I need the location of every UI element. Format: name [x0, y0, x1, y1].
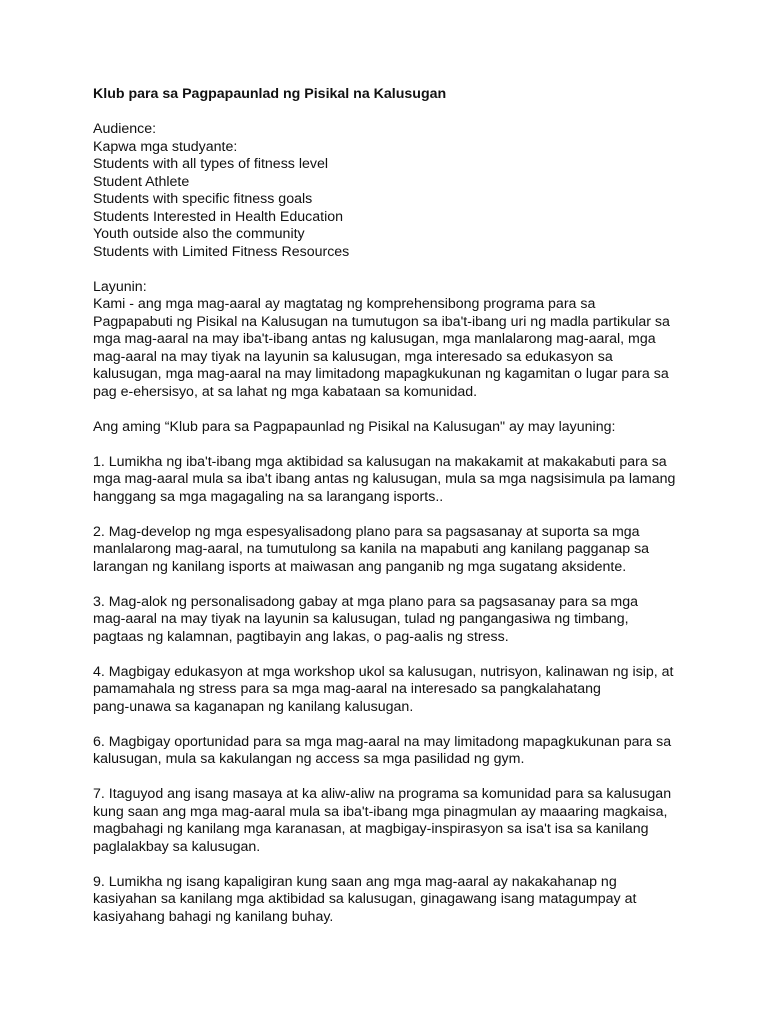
goal-line: 6. Magbigay oportunidad para sa mga mag-aaral na may limitadong mapagkukunan para sa [93, 733, 672, 750]
audience-list [93, 156, 713, 261]
goal-line: 2. Mag-develop ng mga espesyalisadong plano para sa pagsasanay at suporta sa mga [93, 523, 640, 540]
goal-line: 7. Itaguyod ang isang masaya at ka aliw-aliw na programa sa komunidad para sa kalusugan [93, 786, 672, 802]
layunin-line: Pagpapabuti ng Pisikal na Kalusugan na tumutugon sa iba't-ibang uri ng madla partikular sa [93, 313, 670, 330]
goal-line: larangan ng kanilang isports at maiwasan ang panganib ng mga sugatang aksidente. [93, 558, 627, 575]
layunin-line: mag-aaral na may tiyak na layunin sa kalusugan, mga interesado sa edukasyon sa [93, 348, 613, 365]
goal-line: 9. Lumikha ng isang kapaligiran kung saan ang mga mag-aaral ay nakakahanap ng [93, 873, 617, 890]
goal-item [93, 594, 713, 647]
layunin-line: pag e-ehersisyo, at sa lahat ng mga kabataan sa komunidad. [93, 383, 478, 400]
layunin-line: Kami - ang mga mag-aaral ay magtatag ng komprehensibong programa para sa [93, 296, 596, 312]
goal-item [93, 664, 713, 717]
goal-line: manlalarong mag-aaral, na tumutulong sa kanila na mapabuti ang kanilang pagganap sa [93, 541, 650, 557]
goal-item [93, 454, 713, 507]
goal-line: paglalakbay sa kalusugan. [93, 838, 261, 855]
goal-item [93, 524, 713, 577]
audience-item: Students with Limited Fitness Resources [93, 243, 350, 260]
goal-line: kasiyahan sa kanilang mga aktibidad sa kalusugan, ginagawang isang matagumpay at [93, 891, 637, 907]
goal-line: hanggang sa mga magagaling na sa larangang isports.. [93, 488, 444, 505]
layunin-label: Layunin: [93, 278, 147, 295]
goals-intro: Ang aming “Klub para sa Pagpapaunlad ng Pisikal na Kalusugan" ay may layuning: [93, 418, 616, 435]
goal-line: 4. Magbigay edukasyon at mga workshop ukol sa kalusugan, nutrisyon, kalinawan ng isip, at [93, 663, 674, 680]
layunin-line: mga mag-aaral na may iba't-ibang antas ng kalusugan, mga manlalarong mag-aaral, mga [93, 331, 656, 347]
audience-section [93, 121, 713, 261]
goal-item [93, 786, 713, 856]
goal-line: kasiyahang bahagi ng kanilang buhay. [93, 908, 334, 925]
document-page [93, 86, 713, 944]
goal-line: pagtaas ng kalamnan, pagtibayin ang lakas, o pag-aalis ng stress. [93, 628, 509, 645]
document-title: Klub para sa Pagpapaunlad ng Pisikal na Kalusugan [93, 86, 447, 102]
goal-item [93, 874, 713, 927]
goal-item [93, 734, 713, 769]
audience-intro: Kapwa mga studyante: [93, 138, 238, 155]
goal-line: 1. Lumikha ng iba't-ibang mga aktibidad sa kalusugan na makakamit at makakabuti para sa [93, 453, 667, 470]
audience-item: Students with specific fitness goals [93, 191, 313, 207]
audience-item: Youth outside also the community [93, 226, 305, 242]
layunin-section [93, 279, 713, 402]
goal-line: kung saan ang mga mag-aaral mula sa iba't-ibang mga pinagmulan ay maaaring magkaisa, [93, 803, 668, 820]
goal-line: pang-unawa sa kaganapan ng kanilang kalusugan. [93, 698, 414, 715]
goal-line: kalusugan, mula sa kakulangan ng access sa mga pasilidad ng gym. [93, 751, 525, 767]
audience-item: Students with all types of fitness level [93, 156, 329, 172]
audience-item: Student Athlete [93, 173, 190, 190]
audience-item: Students Interested in Health Education [93, 208, 344, 225]
goal-line: 3. Mag-alok ng personalisadong gabay at mga plano para sa pagsasanay para sa mga [93, 593, 638, 610]
goal-line: pamamahala ng stress para sa mga mag-aaral na interesado sa pangkalahatang [93, 681, 601, 697]
audience-label: Audience: [93, 121, 157, 137]
goal-line: mga mag-aaral mula sa iba't ibang antas ng kalusugan, mula sa mga nagsisimula pa lamang [93, 471, 676, 487]
goal-line: magbahagi ng kanilang mga karanasan, at magbigay-inspirasyon sa isa't isa sa kanilang [93, 821, 649, 837]
layunin-line: kalusugan, mga mag-aaral na may limitadong mapagkukunan ng kagamitan o lugar para sa [93, 366, 669, 382]
goal-line: mag-aaral na may tiyak na layunin sa kalusugan, tulad ng pangangasiwa ng timbang, [93, 611, 629, 627]
